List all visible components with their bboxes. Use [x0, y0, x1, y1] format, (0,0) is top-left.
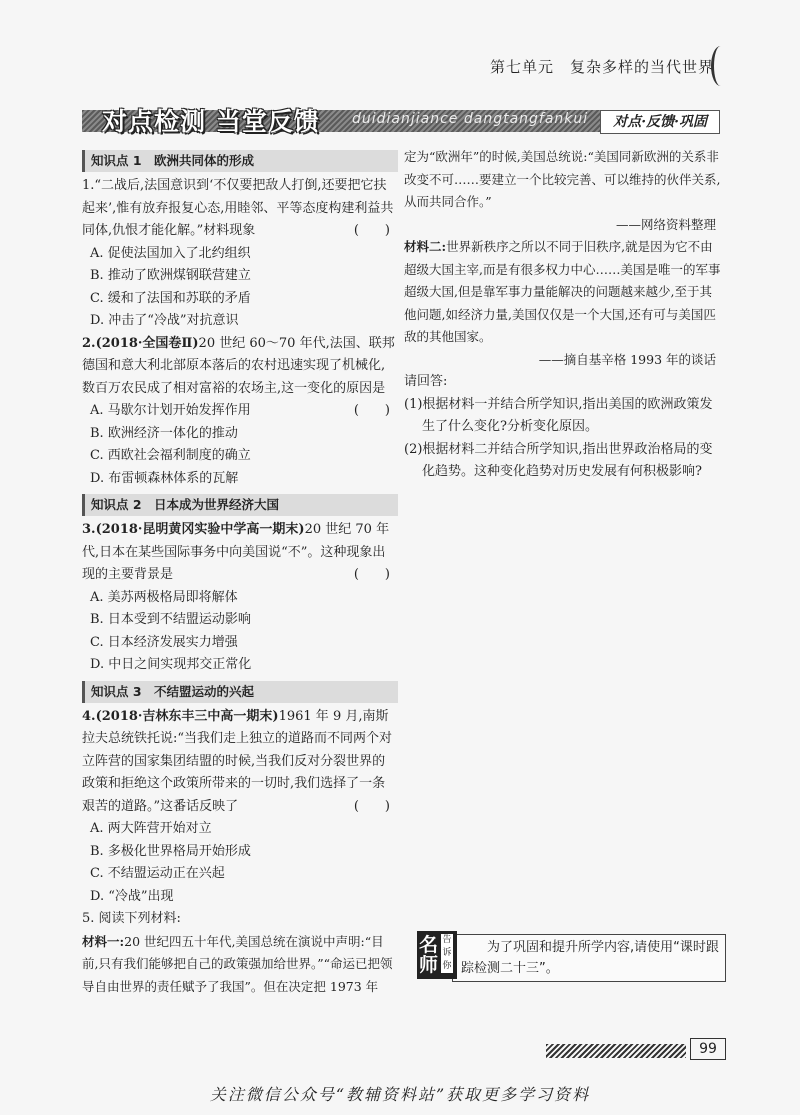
sub-question-1: (1)根据材料一并结合所学知识,指出美国的欧洲政策发生了什么变化?分析变化原因。	[404, 396, 713, 434]
question-2-stem: 20 世纪 60～70 年代,法国、联邦德国和意大利北部原本落后的农村迅速实现了机械化,数百万农民成了相对富裕的农场主,这一变化的原因是	[82, 335, 395, 396]
material-2-text: 世界新秩序之所以不同于旧秩序,就是因为它不由超级大国主宰,而是有很多权力中心……美国是唯一的军事超级大国,但是靠军事力量能解决的问题越来越少,至于其他问题,如经济力量,美国仅仅是一个大国,还有可与美国匹敌的其他国家。	[404, 239, 721, 344]
right-column	[404, 146, 724, 484]
teacher-tip-box	[419, 934, 726, 982]
option: A. 促使法国加入了北约组织	[90, 245, 251, 261]
question-source: 2.(2018·全国卷Ⅱ)	[82, 335, 199, 351]
knowledge-point-1: 知识点 1 欧洲共同体的形成	[82, 150, 398, 172]
option: C. 缓和了法国和苏联的矛盾	[90, 290, 251, 306]
option: C. 不结盟运动正在兴起	[90, 866, 225, 881]
page-number-stripes	[546, 1044, 686, 1058]
material-1	[82, 931, 398, 999]
question-3	[82, 519, 398, 587]
answer-prompt: 请回答:	[404, 374, 448, 389]
unit-title: 第七单元 复杂多样的当代世界	[489, 58, 714, 76]
knowledge-point-2: 知识点 2 日本成为世界经济大国	[82, 494, 398, 516]
header-curve	[711, 46, 730, 86]
material-2	[404, 236, 724, 349]
answer-bracket: ( )	[353, 223, 390, 238]
option: A. 马歇尔计划开始发挥作用	[90, 403, 251, 418]
question-1-stem: 1.“二战后,法国意识到‘不仅要把敌人打倒,还要把它扶起来’,惟有放弃报复心态,用睦邻、平等态度构建利益共同体,仇恨才能化解。”材料现象	[82, 178, 394, 238]
option: B. 推动了欧洲煤钢联营建立	[90, 268, 251, 283]
material-1-citation: ——网络资料整理	[615, 216, 716, 232]
option: B. 多极化世界格局开始形成	[90, 843, 251, 859]
sub-question-2: (2)根据材料二并结合所学知识,指出世界政治格局的变化趋势。这种变化趋势对历史发展有何积极影响?	[404, 441, 713, 479]
left-column	[82, 146, 398, 998]
question-source: 4.(2018·吉林东丰三中高一期末)	[82, 708, 279, 724]
page-number: 99	[690, 1038, 726, 1060]
option: D. “冷战”出现	[90, 888, 174, 904]
option: A. 美苏两极格局即将解体	[90, 589, 238, 605]
badge-big-text: 名师	[419, 934, 439, 976]
badge-small-text: 告诉你	[442, 935, 452, 971]
section-banner	[82, 106, 720, 136]
banner-title: 对点检测 当堂反馈	[102, 107, 320, 136]
banner-pinyin: duidianjiance dangtangfankui	[352, 111, 589, 127]
option: D. 中日之间实现邦交正常化	[90, 657, 252, 672]
question-5: 5. 阅读下列材料:	[82, 911, 181, 926]
question-3-stem: 20 世纪 70 年代,日本在某些国际事务中向美国说“不”。这种现象出现的主要背景是	[82, 522, 390, 582]
question-4	[82, 706, 398, 819]
option: B. 欧洲经济一体化的推动	[90, 425, 238, 441]
material-2-citation: ——摘自基辛格 1993 年的谈话	[538, 351, 716, 367]
material-label: 材料一:	[82, 933, 125, 949]
option: B. 日本受到不结盟运动影响	[90, 612, 251, 627]
material-1-continued: 定为“欧洲年”的时候,美国总统说:“美国同新欧洲的关系非改变不可……要建立一个比较完善、可以维持的伙伴关系,从而共同合作。”	[404, 149, 721, 209]
teacher-tip-text: 为了巩固和提升所学内容,请使用“课时跟踪检测二十三”。	[461, 940, 719, 976]
footer-note: 关注微信公众号“教辅资料站”获取更多学习资料	[209, 1085, 591, 1104]
material-label: 材料二:	[404, 239, 447, 254]
answer-bracket: ( )	[353, 567, 390, 582]
teacher-tip-badge	[417, 931, 457, 979]
banner-tag: 对点·反馈·巩固	[600, 110, 720, 134]
option: A. 两大阵营开始对立	[90, 821, 212, 836]
question-source: 3.(2018·昆明黄冈实验中学高一期末)	[82, 522, 305, 537]
material-1-text: 20 世纪四五十年代,美国总统在演说中声明:“目前,只有我们能够把自己的政策强加给世界。”“命运已把领导自由世界的责任赋予了我国”。但在决定把 1973 年	[82, 933, 393, 994]
option: C. 日本经济发展实力增强	[90, 634, 238, 650]
question-1	[82, 175, 398, 243]
answer-bracket: ( )	[353, 403, 390, 418]
question-4-stem: 1961 年 9 月,南斯拉夫总统铁托说:“当我们走上独立的道路而不同两个对立阵营的国家集团结盟的时候,当我们反对分裂世界的政策和拒绝这个政策所带来的一切时,我们选择了一条艰苦的道路。”这番话反映了	[82, 708, 393, 814]
answer-bracket: ( )	[353, 798, 390, 814]
option: C. 西欧社会福利制度的确立	[90, 448, 251, 463]
option: D. 布雷顿森林体系的瓦解	[90, 470, 239, 486]
knowledge-point-3: 知识点 3 不结盟运动的兴起	[82, 681, 398, 703]
option: D. 冲击了“冷战”对抗意识	[90, 313, 239, 328]
